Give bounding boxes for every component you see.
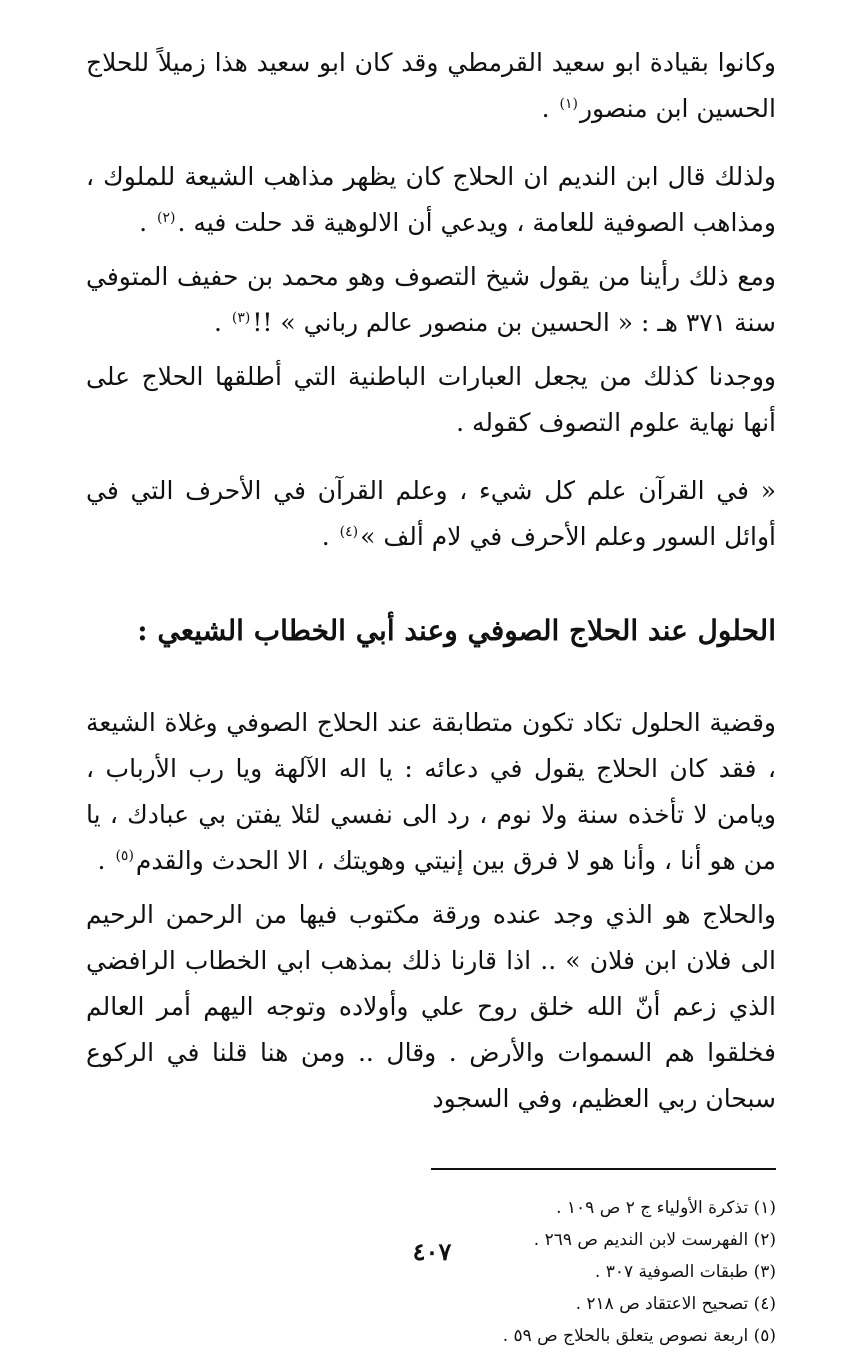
paragraph-2-text: ولذلك قال ابن النديم ان الحلاج كان يظهر مذاهب الشيعة للملوك ، ومذاهب الصوفية للعامة ، ويدعي أن الالوهية قد حلت فيه . — [86, 162, 776, 237]
footnote-divider — [431, 1168, 776, 1170]
paragraph-5-text: « في القرآن علم كل شيء ، وعلم القرآن في الأحرف التي في أوائل السور وعلم الأحرف في لام ألف » — [86, 476, 776, 551]
paragraph-3-end: . — [214, 308, 230, 337]
paragraph-4-text: ووجدنا كذلك من يجعل العبارات الباطنية التي أطلقها الحلاج على أنها نهاية علوم التصوف كقوله . — [86, 362, 776, 437]
paragraph-1 — [86, 40, 776, 132]
footnote-5: (٥) اربعة نصوص يتعلق بالحلاج ص ٥٩ . — [502, 1326, 776, 1346]
paragraph-7-text: والحلاج هو الذي وجد عنده ورقة مكتوب فيها من الرحمن الرحيم الى فلان ابن فلان » .. اذا قارنا ذلك بمذهب ابي الخطاب الرافضي الذي زعم أنّ الله خلق روح علي وأولاده وتوجه اليهم أمر العالم فخلقوا هم السموات والأرض . وقال .. ومن هنا قلنا في الركوع سبحان ربي العظيم، وفي السجود — [86, 900, 776, 1113]
footnote-ref-4: (٤) — [339, 523, 359, 540]
paragraph-2 — [86, 154, 776, 246]
footnote-ref-5: (٥) — [115, 847, 134, 864]
footnotes — [86, 1192, 776, 1352]
paragraph-1-text: وكانوا بقيادة ابو سعيد القرمطي وقد كان ابو سعيد هذا زميلاً للحلاج الحسين ابن منصور — [86, 48, 776, 123]
paragraph-5-end: . — [321, 522, 338, 551]
page-number: ٤٠٧ — [412, 1237, 452, 1266]
footnote-4: (٤) تصحيح الاعتقاد ص ٢١٨ . — [575, 1294, 776, 1314]
paragraph-3 — [86, 254, 776, 346]
paragraph-6 — [86, 700, 776, 884]
footnote-3: (٣) طبقات الصوفية ٣٠٧ . — [594, 1262, 776, 1282]
paragraph-5-quote — [86, 468, 776, 560]
paragraph-6-end: . — [97, 846, 114, 875]
footnote-ref-1: (١) — [559, 95, 578, 112]
footnote-2: (٢) الفهرست لابن النديم ص ٢٦٩ . — [533, 1230, 776, 1250]
footnote-ref-3: (٣) — [231, 309, 251, 326]
page-body — [86, 40, 776, 1352]
paragraph-7 — [86, 892, 776, 1122]
paragraph-6-text: وقضية الحلول تكاد تكون متطابقة عند الحلاج الصوفي وغلاة الشيعة ، فقد كان الحلاج يقول في دعائه : يا اله الآلهة ويا رب الأرباب ، ويامن لا تأخذه سنة ولا نوم ، رد الى نفسي لئلا يفتن بي عبادك ، يا من هو أنا ، وأنا هو لا فرق بين إنيتي وهويتك ، الا الحدث والقدم — [86, 708, 776, 875]
paragraph-4 — [86, 354, 776, 446]
paragraph-2-end: . — [139, 208, 156, 237]
section-heading: الحلول عند الحلاج الصوفي وعند أبي الخطاب الشيعي : — [137, 614, 776, 647]
paragraph-3-text: ومع ذلك رأينا من يقول شيخ التصوف وهو محمد بن حفيف المتوفي سنة ٣٧١ هـ : « الحسين بن منصور عالم رباني » !! — [86, 262, 776, 337]
footnote-1: (١) تذكرة الأولياء ج ٢ ص ١٠٩ . — [556, 1198, 776, 1218]
paragraph-1-end: . — [541, 94, 558, 123]
footnote-ref-2: (٢) — [157, 209, 176, 226]
